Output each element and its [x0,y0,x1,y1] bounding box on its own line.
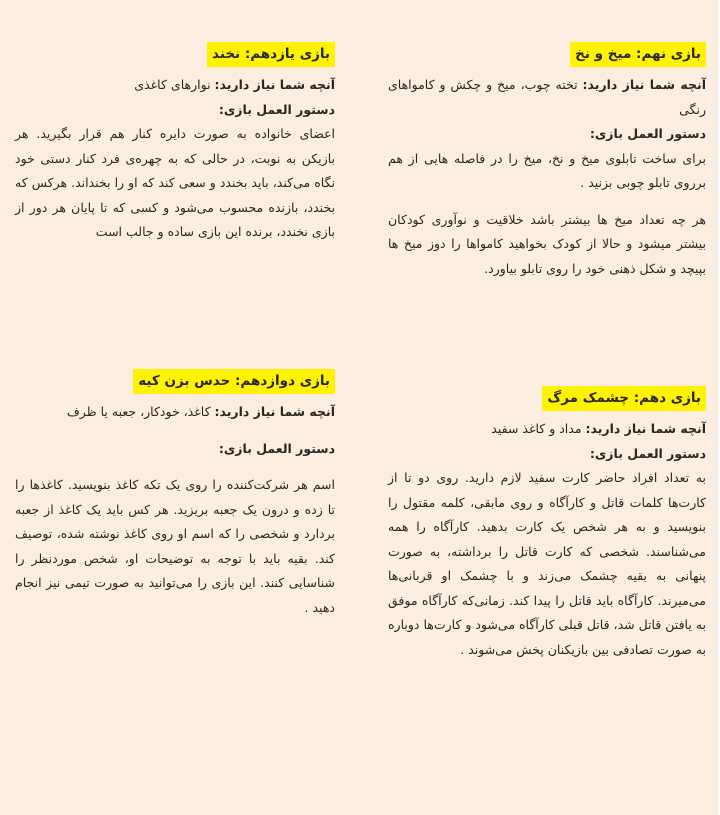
game-9-instructions-label: دستور العمل بازی: [589,126,706,141]
game-9-needs-label: آنچه شما نیاز دارید: [582,77,706,92]
game-10-needs-value: مداد و کاغذ سفید [491,421,586,436]
game-10-needs-label: آنچه شما نیاز دارید: [585,421,706,436]
game-12-instructions-label: دستور العمل بازی: [218,440,335,456]
game-9-title: بازی نهم: میخ و نخ [570,42,706,67]
game-10-needs [388,417,706,442]
game-9-needs [388,73,706,122]
game-11-instructions-label: دستور العمل بازی: [218,101,335,117]
game-11-title: بازی یازدهم: نخند [207,42,335,67]
game-9-needs-value: تخته چوب، میخ و چکش و کامواهای رنگی [388,77,706,117]
game-9-paragraph-1: برای ساخت تابلوی میخ و نخ، میخ را در فاصله هایی از هم برروی تابلو چوبی بزنید . [388,150,706,190]
game-9-paragraph-2: هر چه تعداد میخ ها بیشتر باشد خلاقیت و نوآوری کودکان بیشتر میشود و حالا از کودک بخواهید کامواها را دوز میخ ها بپیچد و شکل ذهنی خود را روی تابلو بیاورد. [388,211,706,276]
game-10-paragraph-1: به تعداد افراد حاضر کارت سفید لازم دارید. روی دو تا از کارت‌ها کلمات قاتل و کارآگاه و روی مابقی، کلمه مقتول را بنویسید و به هر شخص یک کارت بدهید. کارآگاه را همه می‌شناسند. شخصی که کارت قاتل را برداشته، به صورت پنهانی به بقیه چشمک می‌زند و با چشمک او قربانی‌ها می‌میرند. کارآگاه باید قاتل را پیدا کند. زمانی‌که کارآگاه موفق به یافتن قاتل شد، قاتل قبلی کارآگاه می‌شود و کارت‌ها دوباره به صورت تصادفی بین بازیکنان پخش می‌شوند . [388,470,706,657]
game-12-title: بازی دوازدهم: حدس بزن کیه [133,369,335,394]
game-12-needs [15,400,335,425]
game-12-needs-value: کاغذ، خودکار، جعبه یا ظرف [66,404,215,419]
game-11-needs [15,73,335,98]
game-12-needs-label: آنچه شما نیاز دارید: [214,404,335,419]
game-11-needs-label: آنچه شما نیاز دارید: [214,77,335,92]
game-11-needs-value: نوارهای کاغذی [134,77,215,92]
game-12-paragraph-1: اسم هر شرکت‌کننده را روی یک تکه کاغذ بنویسید. کاغذها را تا زده و درون یک جعبه بریزید. هر کس باید یک کاغذ از جعبه بردارد و شخصی را که اسم او روی کاغذ نوشته شده، توصیف کند. بقیه باید با توجه به توضیحات او، شخص موردنظر را شناسایی کنند. این بازی را می‌توانید به صورت تیمی نیز انجام دهید . [15,477,335,615]
game-10-title: بازی دهم: چشمک مرگ [542,386,706,411]
game-9-section [388,42,706,281]
game-11-paragraph-1: اعضای خانواده به صورت دایره کنار هم قرار بگیرید. هر بازیکن به نوبت، در حالی که به چهره‌ی فرد کنار دستی خود نگاه می‌کند، باید بخندد و سعی کند که او را بخنداند. هرکس که بخندد، بازنده محسوب می‌شود و کسی که تا پایان هر دور از بازی نخندد، برنده این بازی ساده و جالب است [15,126,335,239]
game-10-section [388,386,706,662]
game-11-section [15,42,335,245]
game-10-instructions-label: دستور العمل بازی: [589,445,706,461]
game-12-section [15,369,335,620]
